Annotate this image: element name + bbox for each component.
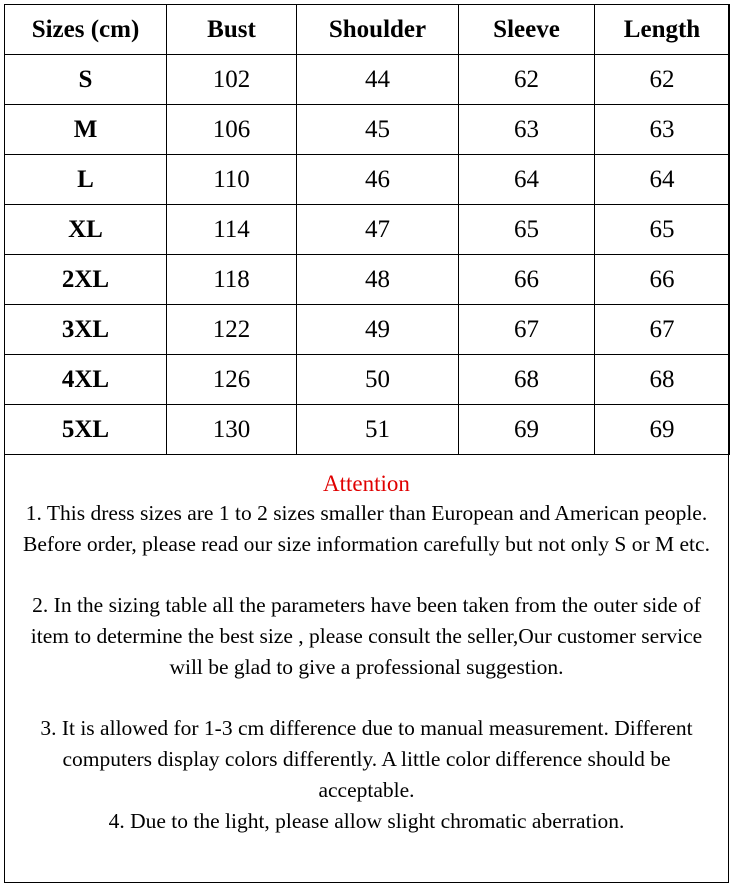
- size-chart: [4, 4, 729, 883]
- cell-bust: 126: [167, 355, 297, 405]
- cell-length: 64: [595, 155, 730, 205]
- table-row: [5, 55, 730, 105]
- table-row: [5, 155, 730, 205]
- cell-size: XL: [5, 205, 167, 255]
- attention-notes: [5, 466, 728, 837]
- header-shoulder: Shoulder: [297, 5, 459, 55]
- cell-shoulder: 46: [297, 155, 459, 205]
- cell-shoulder: 47: [297, 205, 459, 255]
- cell-bust: 118: [167, 255, 297, 305]
- table-row: [5, 305, 730, 355]
- cell-shoulder: 45: [297, 105, 459, 155]
- cell-size: 5XL: [5, 405, 167, 455]
- cell-bust: 106: [167, 105, 297, 155]
- cell-shoulder: 44: [297, 55, 459, 105]
- table-row: [5, 355, 730, 405]
- note-1: 1. This dress sizes are 1 to 2 sizes smaller than European and American people. Before order, please read our size information carefully but not only S or M etc.: [23, 501, 710, 556]
- cell-sleeve: 66: [459, 255, 595, 305]
- cell-shoulder: 51: [297, 405, 459, 455]
- table-row: [5, 405, 730, 455]
- cell-size: 3XL: [5, 305, 167, 355]
- note-2: 2. In the sizing table all the parameters have been taken from the outer side of item to determine the best size , please consult the seller,Our customer service will be glad to give a professional suggestion.: [30, 593, 703, 679]
- cell-shoulder: 48: [297, 255, 459, 305]
- cell-bust: 122: [167, 305, 297, 355]
- table-row: [5, 205, 730, 255]
- table-row: [5, 105, 730, 155]
- cell-length: 66: [595, 255, 730, 305]
- cell-size: L: [5, 155, 167, 205]
- header-sizes: Sizes (cm): [5, 5, 167, 55]
- cell-length: 62: [595, 55, 730, 105]
- header-length: Length: [595, 5, 730, 55]
- table-row: [5, 255, 730, 305]
- table-body: [5, 55, 730, 455]
- cell-bust: 102: [167, 55, 297, 105]
- cell-sleeve: 62: [459, 55, 595, 105]
- cell-sleeve: 65: [459, 205, 595, 255]
- cell-sleeve: 63: [459, 105, 595, 155]
- table-header-row: [5, 5, 730, 55]
- cell-bust: 110: [167, 155, 297, 205]
- cell-shoulder: 50: [297, 355, 459, 405]
- cell-length: 65: [595, 205, 730, 255]
- cell-size: 2XL: [5, 255, 167, 305]
- cell-length: 68: [595, 355, 730, 405]
- size-table: [4, 4, 730, 455]
- cell-length: 67: [595, 305, 730, 355]
- cell-shoulder: 49: [297, 305, 459, 355]
- note-4: 4. Due to the light, please allow slight chromatic aberration.: [108, 809, 625, 833]
- cell-sleeve: 68: [459, 355, 595, 405]
- cell-bust: 130: [167, 405, 297, 455]
- cell-size: M: [5, 105, 167, 155]
- cell-size: S: [5, 55, 167, 105]
- cell-bust: 114: [167, 205, 297, 255]
- cell-sleeve: 67: [459, 305, 595, 355]
- cell-sleeve: 64: [459, 155, 595, 205]
- cell-length: 63: [595, 105, 730, 155]
- cell-length: 69: [595, 405, 730, 455]
- attention-heading: Attention: [323, 471, 410, 496]
- cell-size: 4XL: [5, 355, 167, 405]
- note-3: 3. It is allowed for 1-3 cm difference due to manual measurement. Different computers display colors differently. A little color difference should be acceptable.: [40, 716, 693, 802]
- header-sleeve: Sleeve: [459, 5, 595, 55]
- header-bust: Bust: [167, 5, 297, 55]
- cell-sleeve: 69: [459, 405, 595, 455]
